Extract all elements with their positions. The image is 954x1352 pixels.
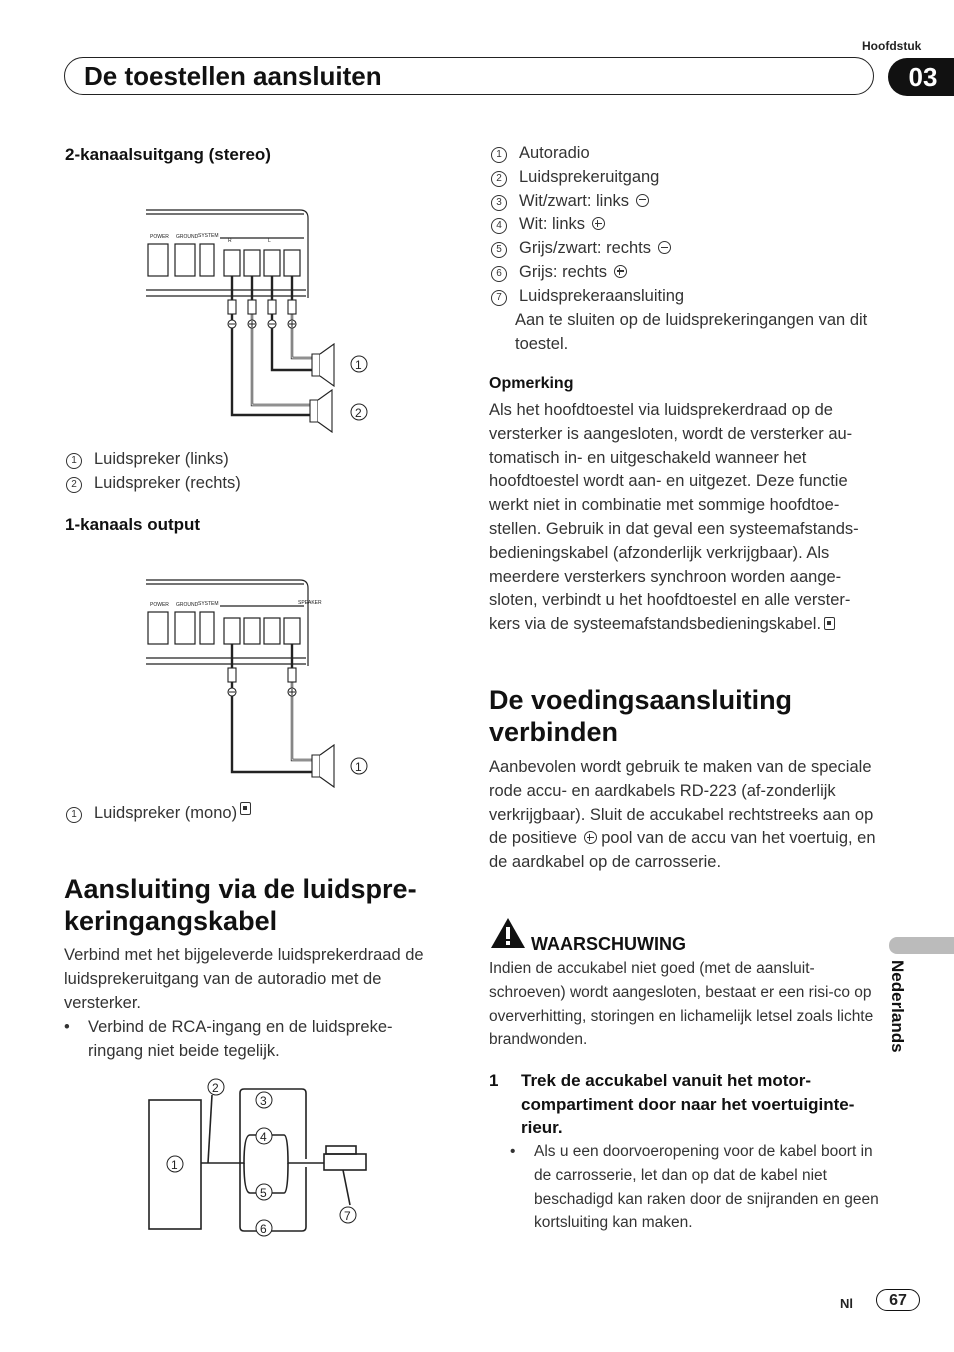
note-heading: Opmerking <box>489 375 574 392</box>
step-bullet: • Als u een doorvoeropening voor de kabel boort in de carrosserie, let dan op dat de kabel niet beschadigd kan raken door de snijranden en geen kortsluiting kan maken. <box>510 1143 879 1232</box>
amp-label-system: SYSTEM <box>198 601 219 607</box>
amp-label-ground: GROUND <box>176 234 199 240</box>
list-item: 1 Autoradio <box>489 142 879 166</box>
page-number: 67 <box>876 1289 920 1311</box>
list-item: 2 Luidsprekeruitgang <box>489 166 879 190</box>
mono-wiring-diagram <box>140 572 380 792</box>
list-item: 5 Grijs/zwart: rechts <box>489 237 879 261</box>
connection-legend <box>489 142 879 309</box>
section-title-power: De voedingsaansluiting verbinden <box>489 685 793 747</box>
rca-connection-schematic <box>140 1075 380 1245</box>
list-item: 7 Luidsprekeraansluiting <box>489 285 879 309</box>
warning-body: Indien de accukabel niet goed (met de aansluit-schroeven) wordt aangesloten, bestaat er een risi-co op oververhitting, storingen en lichamelijk letsel zoals lichte brandwonden. <box>489 960 874 1049</box>
power-body: Aanbevolen wordt gebruik te maken van de speciale rode accu- en aardkabels RD-223 (af-zonderlijk verkrijgbaar). Sluit de accukabel rechtstreeks aan op de positieve pool van de accu van het voertuig, en de aardkabel op de carrosserie. <box>489 758 876 872</box>
schematic-callout-3: 3 <box>260 1094 267 1108</box>
amp-label-power: POWER <box>150 234 169 240</box>
amp-label-power: POWER <box>150 602 169 608</box>
end-mark-icon <box>824 617 835 630</box>
diagram-callout-2: 2 <box>355 406 362 420</box>
stereo-wiring-diagram <box>140 200 380 440</box>
section-bullet: • Verbind de RCA-ingang en de luidspreke-ringang niet beide tegelijk. <box>64 1018 393 1060</box>
warning-icon <box>489 916 527 950</box>
section-body-speaker-cable: Verbind met het bijgeleverde luidsprekerdraad de luidsprekeruitgang van de autoradio met de versterker. <box>64 946 424 1012</box>
minus-icon <box>658 241 671 254</box>
footer-lang-code: Nl <box>840 1296 853 1311</box>
list-item: 3 Wit/zwart: links <box>489 190 879 214</box>
end-mark-icon <box>240 802 251 815</box>
list-item: 4 Wit: links <box>489 213 879 237</box>
page-title: De toestellen aansluiten <box>84 61 382 91</box>
schematic-callout-6: 6 <box>260 1222 267 1236</box>
amp-label-system: SYSTEM <box>198 233 219 239</box>
side-tab-language: Nederlands <box>888 960 907 1053</box>
list-item: 2 Luidspreker (rechts) <box>64 472 444 496</box>
note-body: Als het hoofdtoestel via luidsprekerdraad op de versterker is aangesloten, wordt de versterker au-tomatisch in- en uitgeschakeld wanneer het hoofdtoestel wordt aan- en uitgezet. Deze functie werkt niet in combinatie met sommige hoofdtoe-stellen. Gebruik in dat geval een systeemafstands-bedieningskabel (afzonderlijk verkrijgbaar). Als meerdere versterkers synchroon worden aange-sloten, verbindt u het hoofdtoestel en alle verster-kers via de systeemafstandsbedieningskabel. <box>489 401 859 634</box>
schematic-callout-7: 7 <box>344 1209 351 1223</box>
amp-label-l: L <box>268 238 271 244</box>
stereo-legend <box>64 448 444 496</box>
legend-7-note: Aan te sluiten op de luidsprekeringangen van dit toestel. <box>515 311 868 353</box>
side-tab-marker <box>889 937 954 954</box>
list-item: 1 Luidspreker (links) <box>64 448 444 472</box>
schematic-callout-5: 5 <box>260 1186 267 1200</box>
diagram-callout-1: 1 <box>355 760 362 774</box>
plus-icon <box>592 217 605 230</box>
minus-icon <box>636 194 649 207</box>
warning-heading: WAARSCHUWING <box>531 934 686 954</box>
step-number: 1 <box>489 1071 499 1090</box>
chapter-label: Hoofdstuk <box>862 39 922 53</box>
step-text: Trek de accukabel vanuit het motor-compartiment door naar het voertuiginte-rieur. <box>521 1071 855 1137</box>
amp-label-r: R <box>228 238 232 244</box>
amp-label-ground: GROUND <box>176 602 199 608</box>
section-title-speaker-cable: Aansluiting via de luidspre- keringangskabel <box>64 874 417 936</box>
chapter-number-badge: 03 <box>888 58 954 96</box>
list-item: 6 Grijs: rechts <box>489 261 879 285</box>
stereo-heading: 2-kanaalsuitgang (stereo) <box>65 145 271 164</box>
schematic-callout-1: 1 <box>171 1158 178 1172</box>
plus-icon <box>584 831 597 844</box>
mono-heading: 1-kanaals output <box>65 515 201 534</box>
diagram-callout-1: 1 <box>355 358 362 372</box>
amp-label-speaker-output: SPEAKER <box>298 600 322 606</box>
mono-legend <box>64 802 444 826</box>
schematic-callout-4: 4 <box>260 1130 267 1144</box>
schematic-callout-2: 2 <box>212 1081 219 1095</box>
plus-icon <box>614 265 627 278</box>
step-1 <box>489 1069 879 1140</box>
list-item: 1 Luidspreker (mono) <box>64 802 444 826</box>
